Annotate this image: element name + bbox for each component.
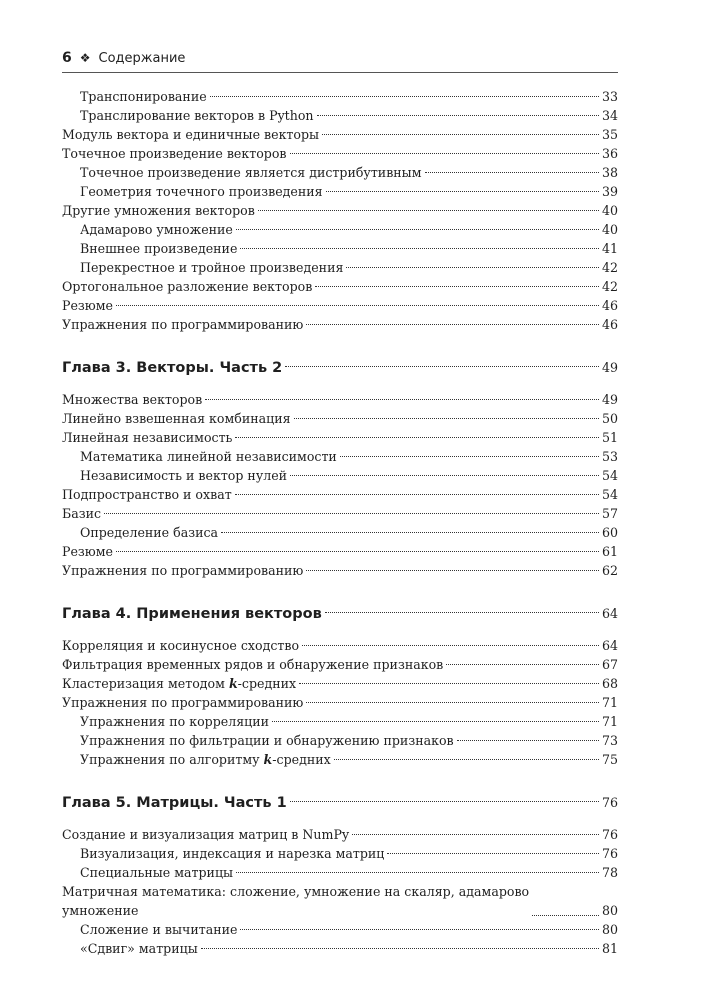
chapter-4-entries bbox=[62, 636, 618, 769]
entry-page: 68 bbox=[601, 676, 618, 691]
leader-dots bbox=[322, 134, 599, 135]
chapter-3-heading[interactable] bbox=[62, 354, 618, 382]
toc-entry[interactable] bbox=[62, 504, 618, 523]
entry-title: Фильтрация временных рядов и обнаружение признаков bbox=[62, 657, 444, 672]
toc-entry[interactable] bbox=[62, 485, 618, 504]
entry-page: 36 bbox=[601, 146, 618, 161]
toc-entry[interactable] bbox=[62, 674, 618, 693]
leader-dots bbox=[346, 267, 599, 268]
entry-page: 80 bbox=[601, 922, 618, 937]
toc-entry[interactable] bbox=[62, 693, 618, 712]
entry-title: Упражнения по фильтрации и обнаружению признаков bbox=[80, 733, 454, 748]
leader-dots bbox=[290, 801, 599, 802]
entry-page: 60 bbox=[601, 525, 618, 540]
entry-page: 35 bbox=[601, 127, 618, 142]
entry-title: Сложение и вычитание bbox=[80, 922, 238, 937]
leader-dots bbox=[340, 456, 599, 457]
toc-entry[interactable] bbox=[62, 466, 618, 485]
chapter-3-entries bbox=[62, 390, 618, 580]
toc-entry[interactable] bbox=[62, 844, 618, 863]
toc-entry[interactable] bbox=[62, 712, 618, 731]
entry-title-line: умножение bbox=[62, 903, 139, 918]
entry-title: Другие умножения векторов bbox=[62, 203, 255, 218]
toc-entry[interactable] bbox=[62, 258, 618, 277]
entry-title bbox=[62, 674, 296, 693]
chapter-4-heading[interactable] bbox=[62, 600, 618, 628]
toc-entry[interactable] bbox=[62, 220, 618, 239]
toc-entry[interactable] bbox=[62, 750, 618, 769]
leader-dots bbox=[326, 191, 599, 192]
entry-title: Упражнения по корреляции bbox=[80, 714, 270, 729]
header-rule bbox=[62, 72, 618, 73]
entry-title-line: Матричная математика: сложение, умножение на скаляр, адамарово bbox=[62, 884, 530, 899]
leader-dots bbox=[205, 399, 599, 400]
leader-dots bbox=[317, 115, 599, 116]
entry-page: 54 bbox=[601, 468, 618, 483]
entry-title: Визуализация, индексация и нарезка матриц bbox=[80, 846, 385, 861]
entry-title: Специальные матрицы bbox=[80, 865, 234, 880]
entry-title: Точечное произведение является дистрибутивным bbox=[80, 165, 422, 180]
toc-entry[interactable] bbox=[62, 409, 618, 428]
toc-entry[interactable] bbox=[62, 939, 618, 958]
leader-dots bbox=[116, 551, 599, 552]
entry-title: Множества векторов bbox=[62, 392, 203, 407]
entry-page: 40 bbox=[601, 222, 618, 237]
toc-entry[interactable] bbox=[62, 390, 618, 409]
entry-page: 57 bbox=[601, 506, 618, 521]
entry-title: Транслирование векторов в Python bbox=[80, 108, 314, 123]
entry-page: 42 bbox=[601, 260, 618, 275]
leader-dots bbox=[235, 494, 599, 495]
leader-dots bbox=[306, 570, 599, 571]
entry-page: 67 bbox=[601, 657, 618, 672]
toc-entry[interactable] bbox=[62, 523, 618, 542]
entry-page: 71 bbox=[601, 695, 618, 710]
entry-page: 46 bbox=[601, 298, 618, 313]
toc-entry[interactable] bbox=[62, 125, 618, 144]
chapter-5-entries bbox=[62, 825, 618, 958]
running-header bbox=[62, 50, 618, 70]
leader-dots bbox=[104, 513, 599, 514]
entry-title: Определение базиса bbox=[80, 525, 219, 540]
chapter-page: 49 bbox=[601, 360, 618, 375]
toc-entry[interactable] bbox=[62, 315, 618, 334]
chapter-title: Глава 4. Применения векторов bbox=[62, 606, 322, 622]
toc-entry[interactable] bbox=[62, 882, 618, 920]
entry-title-var: k bbox=[263, 752, 273, 767]
toc-entry[interactable] bbox=[62, 731, 618, 750]
entry-page: 34 bbox=[601, 108, 618, 123]
leader-dots bbox=[290, 153, 599, 154]
leader-dots bbox=[116, 305, 599, 306]
chapter-title: Глава 3. Векторы. Часть 2 bbox=[62, 360, 283, 376]
entry-title bbox=[80, 750, 331, 769]
leader-dots bbox=[306, 702, 599, 703]
entry-title-part: -средних bbox=[272, 752, 331, 767]
leader-dots bbox=[236, 872, 599, 873]
entry-title: Линейно взвешенная комбинация bbox=[62, 411, 291, 426]
entry-title: Базис bbox=[62, 506, 102, 521]
entry-page: 71 bbox=[601, 714, 618, 729]
entry-page: 61 bbox=[601, 544, 618, 559]
entry-title: Резюме bbox=[62, 544, 114, 559]
entry-title: Модуль вектора и единичные векторы bbox=[62, 127, 320, 142]
entry-page: 54 bbox=[601, 487, 618, 502]
toc-entry[interactable] bbox=[62, 144, 618, 163]
entry-title-part: Кластеризация методом bbox=[62, 676, 229, 691]
entry-page: 80 bbox=[601, 903, 618, 918]
leader-dots bbox=[240, 929, 599, 930]
entry-page: 73 bbox=[601, 733, 618, 748]
entry-title: Перекрестное и тройное произведения bbox=[80, 260, 344, 275]
toc-entry[interactable] bbox=[62, 920, 618, 939]
toc-entry[interactable] bbox=[62, 277, 618, 296]
entry-page: 62 bbox=[601, 563, 618, 578]
toc-entry[interactable] bbox=[62, 447, 618, 466]
toc-entry[interactable] bbox=[62, 655, 618, 674]
entry-title: Упражнения по программированию bbox=[62, 695, 304, 710]
toc-entry[interactable] bbox=[62, 542, 618, 561]
chapter-title: Глава 5. Матрицы. Часть 1 bbox=[62, 795, 287, 811]
leader-dots bbox=[457, 740, 599, 741]
entry-title: Корреляция и косинусное сходство bbox=[62, 638, 300, 653]
leader-dots bbox=[425, 172, 599, 173]
leader-dots bbox=[299, 683, 599, 684]
leader-dots bbox=[221, 532, 599, 533]
toc-entry[interactable] bbox=[62, 428, 618, 447]
entry-title: Внешнее произведение bbox=[80, 241, 238, 256]
entry-page: 53 bbox=[601, 449, 618, 464]
toc-group-continued bbox=[62, 87, 618, 334]
toc-entry[interactable] bbox=[62, 106, 618, 125]
chapter-page: 76 bbox=[601, 795, 618, 810]
entry-page: 81 bbox=[601, 941, 618, 956]
chapter-page: 64 bbox=[601, 606, 618, 621]
entry-title: Независимость и вектор нулей bbox=[80, 468, 288, 483]
entry-page: 49 bbox=[601, 392, 618, 407]
leader-dots bbox=[210, 96, 599, 97]
entry-page: 50 bbox=[601, 411, 618, 426]
entry-title: Подпространство и охват bbox=[62, 487, 232, 502]
entry-title: Адамарово умножение bbox=[80, 222, 233, 237]
leader-dots bbox=[325, 612, 599, 613]
toc-entry[interactable] bbox=[62, 825, 618, 844]
leader-dots bbox=[446, 664, 599, 665]
entry-title-var: k bbox=[228, 676, 238, 691]
leader-dots bbox=[294, 418, 599, 419]
toc-entry[interactable] bbox=[62, 182, 618, 201]
entry-title bbox=[62, 882, 529, 920]
toc-entry[interactable] bbox=[62, 636, 618, 655]
leader-dots bbox=[240, 248, 599, 249]
entry-page: 76 bbox=[601, 827, 618, 842]
leader-dots bbox=[315, 286, 599, 287]
leader-dots bbox=[387, 853, 599, 854]
leader-dots bbox=[236, 229, 599, 230]
leader-dots bbox=[302, 645, 599, 646]
toc-entry[interactable] bbox=[62, 561, 618, 580]
toc-entry[interactable] bbox=[62, 239, 618, 258]
entry-page: 41 bbox=[601, 241, 618, 256]
entry-page: 75 bbox=[601, 752, 618, 767]
entry-page: 51 bbox=[601, 430, 618, 445]
entry-title: Транспонирование bbox=[80, 89, 207, 104]
entry-title: Точечное произведение векторов bbox=[62, 146, 287, 161]
toc-entry[interactable] bbox=[62, 863, 618, 882]
entry-title-part: Упражнения по алгоритму bbox=[80, 752, 264, 767]
entry-page: 78 bbox=[601, 865, 618, 880]
toc-entry[interactable] bbox=[62, 201, 618, 220]
entry-title: Создание и визуализация матриц в NumPy bbox=[62, 827, 350, 842]
leader-dots bbox=[306, 324, 599, 325]
entry-title: Резюме bbox=[62, 298, 114, 313]
running-title: Содержание bbox=[98, 51, 186, 66]
toc-entry[interactable] bbox=[62, 87, 618, 106]
leader-dots bbox=[201, 948, 599, 949]
entry-page: 39 bbox=[601, 184, 618, 199]
entry-page: 38 bbox=[601, 165, 618, 180]
entry-page: 33 bbox=[601, 89, 618, 104]
page-number: 6 bbox=[62, 50, 72, 66]
entry-title: Математика линейной независимости bbox=[80, 449, 337, 464]
entry-title: Линейная независимость bbox=[62, 430, 233, 445]
leader-dots bbox=[258, 210, 599, 211]
entry-title: Упражнения по программированию bbox=[62, 317, 304, 332]
leader-dots bbox=[285, 366, 599, 367]
entry-page: 64 bbox=[601, 638, 618, 653]
entry-title: Геометрия точечного произведения bbox=[80, 184, 323, 199]
entry-page: 76 bbox=[601, 846, 618, 861]
toc-entry[interactable] bbox=[62, 296, 618, 315]
entry-title-part: -средних bbox=[237, 676, 297, 691]
leader-dots bbox=[235, 437, 599, 438]
entry-title: Упражнения по программированию bbox=[62, 563, 304, 578]
entry-page: 46 bbox=[601, 317, 618, 332]
chapter-5-heading[interactable] bbox=[62, 789, 618, 817]
toc-entry[interactable] bbox=[62, 163, 618, 182]
leader-dots bbox=[290, 475, 599, 476]
leader-dots bbox=[334, 759, 599, 760]
table-of-contents bbox=[62, 87, 618, 958]
leader-dots bbox=[272, 721, 599, 722]
entry-title: Ортогональное разложение векторов bbox=[62, 279, 313, 294]
leader-dots bbox=[532, 915, 599, 916]
entry-page: 42 bbox=[601, 279, 618, 294]
ornament-icon: ❖ bbox=[79, 51, 91, 65]
entry-title: «Сдвиг» матрицы bbox=[80, 941, 198, 956]
leader-dots bbox=[352, 834, 599, 835]
entry-page: 40 bbox=[601, 203, 618, 218]
